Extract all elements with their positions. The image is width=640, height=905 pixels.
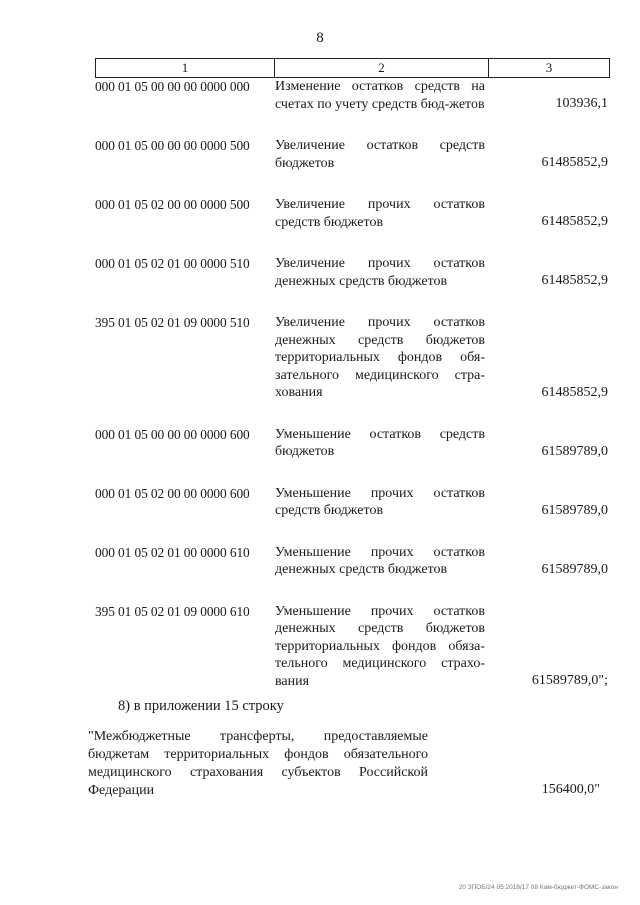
budget-code: 395 01 05 02 01 09 0000 510 — [95, 315, 250, 330]
table-row — [95, 196, 608, 231]
column-header-3: 3 — [545, 60, 553, 75]
table-row — [95, 137, 608, 172]
budget-code: 395 01 05 02 01 09 0000 610 — [95, 603, 250, 619]
budget-code: 000 01 05 02 01 00 0000 510 — [95, 256, 250, 271]
row-amount: 61485852,9 — [541, 384, 608, 400]
table-header — [95, 58, 610, 78]
table-row — [95, 485, 608, 520]
column-header-2: 2 — [275, 59, 489, 77]
table-row — [95, 544, 608, 579]
row-amount: 103936,1 — [555, 96, 608, 111]
column-header-1: 1 — [96, 59, 275, 77]
document-footer-code: 20 ЗПОБ/24 05 2018/17 08 Кам-бюджет-ФОМС-закон — [458, 884, 618, 891]
table-body — [95, 78, 608, 714]
row-description: Уменьшение остатков средств бюджетов — [275, 426, 485, 459]
budget-code: 000 01 05 02 00 00 0000 600 — [95, 485, 250, 501]
row-amount: 61485852,9 — [541, 273, 608, 288]
quoted-line-text: "Межбюджетные трансферты, предоставляемые бюджетам территориальных фондов обязательного медицинского страхования субъектов Российской Федерации — [88, 729, 428, 798]
table-row — [95, 603, 608, 691]
table-row — [95, 255, 608, 290]
row-amount: 61485852,9 — [541, 214, 608, 229]
row-amount: 61485852,9 — [541, 155, 608, 170]
budget-code: 000 01 05 02 00 00 0000 500 — [95, 197, 250, 212]
table-row — [95, 426, 608, 461]
row-description: Увеличение прочих остатков средств бюджетов — [275, 197, 485, 230]
page-number: 8 — [316, 30, 324, 46]
row-amount: 61589789,0"; — [531, 673, 608, 688]
row-description: Увеличение прочих остатков денежных средств бюджетов — [275, 256, 485, 289]
row-description: Увеличение остатков средств бюджетов — [275, 138, 485, 171]
budget-code: 000 01 05 00 00 00 0000 500 — [95, 138, 250, 153]
row-amount: 61589789,0 — [541, 443, 608, 459]
quoted-line-amount: 156400,0" — [541, 782, 600, 797]
table-row — [95, 78, 608, 113]
amendment-paragraph: 8) в приложении 15 строку — [118, 698, 284, 714]
row-description: Уменьшение прочих остатков средств бюджетов — [275, 485, 485, 518]
row-description: Уменьшение прочих остатков денежных средств бюджетов территориальных фондов обяза-тельного медицинского страхо-вания — [275, 603, 485, 689]
budget-code: 000 01 05 00 00 00 0000 000 — [95, 79, 250, 94]
row-description: Увеличение прочих остатков денежных средств бюджетов территориальных фондов обя-зательного медицинского стра-хования — [275, 315, 485, 400]
row-description: Уменьшение прочих остатков денежных средств бюджетов — [275, 544, 485, 577]
table-row — [95, 314, 608, 402]
row-amount: 61589789,0 — [541, 502, 608, 518]
budget-code: 000 01 05 02 01 00 0000 610 — [95, 544, 250, 560]
row-description: Изменение остатков средств на счетах по учету средств бюд-жетов — [275, 79, 485, 112]
row-amount: 61589789,0 — [541, 561, 608, 577]
budget-code: 000 01 05 00 00 00 0000 600 — [95, 426, 250, 442]
